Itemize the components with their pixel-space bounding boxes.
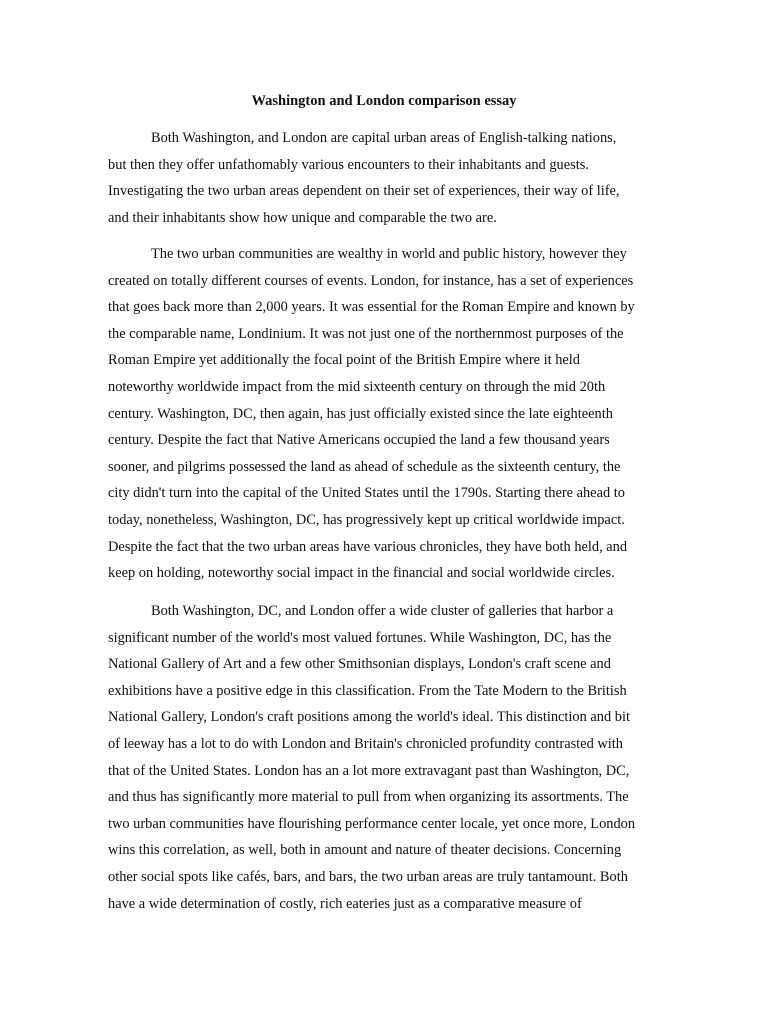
text-line: Roman Empire yet additionally the focal point of the British Empire where it held xyxy=(108,352,580,369)
text-line: Investigating the two urban areas dependent on their set of experiences, their way of life, xyxy=(108,183,620,200)
text-line: Both Washington, DC, and London offer a wide cluster of galleries that harbor a xyxy=(151,603,614,619)
text-line: Both Washington, and London are capital urban areas of English-talking nations, xyxy=(151,130,617,146)
paragraph-2 xyxy=(108,241,635,587)
text-line: that goes back more than 2,000 years. It was essential for the Roman Empire and known by xyxy=(108,299,635,316)
text-line: other social spots like cafés, bars, and bars, the two urban areas are truly tantamount. Both xyxy=(108,868,628,885)
text-line: created on totally different courses of events. London, for instance, has a set of experiences xyxy=(108,272,634,289)
text-line: that of the United States. London has an a lot more extravagant past than Washington, DC, xyxy=(108,762,630,779)
text-line: but then they offer unfathomably various encounters to their inhabitants and guests. xyxy=(108,156,589,173)
paragraph-3 xyxy=(108,598,635,917)
text-line: century. Washington, DC, then again, has just officially existed since the late eighteenth xyxy=(108,405,613,422)
text-line: city didn't turn into the capital of the United States until the 1790s. Starting there ahead to xyxy=(108,485,625,502)
text-line: wins this correlation, as well, both in amount and nature of theater decisions. Concerning xyxy=(108,842,622,859)
text-line: century. Despite the fact that Native Americans occupied the land a few thousand years xyxy=(108,432,610,449)
text-line: noteworthy worldwide impact from the mid sixteenth century on through the mid 20th xyxy=(108,378,606,395)
text-line: of leeway has a lot to do with London and Britain's chronicled profundity contrasted with xyxy=(108,735,623,752)
text-line: Despite the fact that the two urban areas have various chronicles, they have both held, and xyxy=(108,538,628,555)
text-line: keep on holding, noteworthy social impact in the financial and social worldwide circles. xyxy=(108,565,615,582)
text-line: significant number of the world's most valued fortunes. While Washington, DC, has the xyxy=(108,629,612,646)
text-line: today, nonetheless, Washington, DC, has progressively kept up critical worldwide impact. xyxy=(108,511,625,528)
text-line: The two urban communities are wealthy in world and public history, however they xyxy=(151,246,627,262)
text-line: National Gallery, London's craft positions among the world's ideal. This distinction and bit xyxy=(108,709,630,726)
paragraph-1 xyxy=(108,125,619,231)
text-line: National Gallery of Art and a few other Smithsonian displays, London's craft scene and xyxy=(108,656,611,673)
document-title: Washington and London comparison essay xyxy=(251,93,517,109)
text-line: two urban communities have flourishing performance center locale, yet once more, London xyxy=(108,815,636,832)
text-line: and their inhabitants show how unique and comparable the two are. xyxy=(108,209,497,226)
text-line: have a wide determination of costly, rich eateries just as a comparative measure of xyxy=(108,895,582,912)
text-line: exhibitions have a positive edge in this classification. From the Tate Modern to the British xyxy=(108,682,627,699)
text-line: sooner, and pilgrims possessed the land as ahead of schedule as the sixteenth century, the xyxy=(108,458,621,475)
text-line: and thus has significantly more material to pull from when organizing its assortments. The xyxy=(108,789,629,806)
text-line: the comparable name, Londinium. It was not just one of the northernmost purposes of the xyxy=(108,325,624,342)
